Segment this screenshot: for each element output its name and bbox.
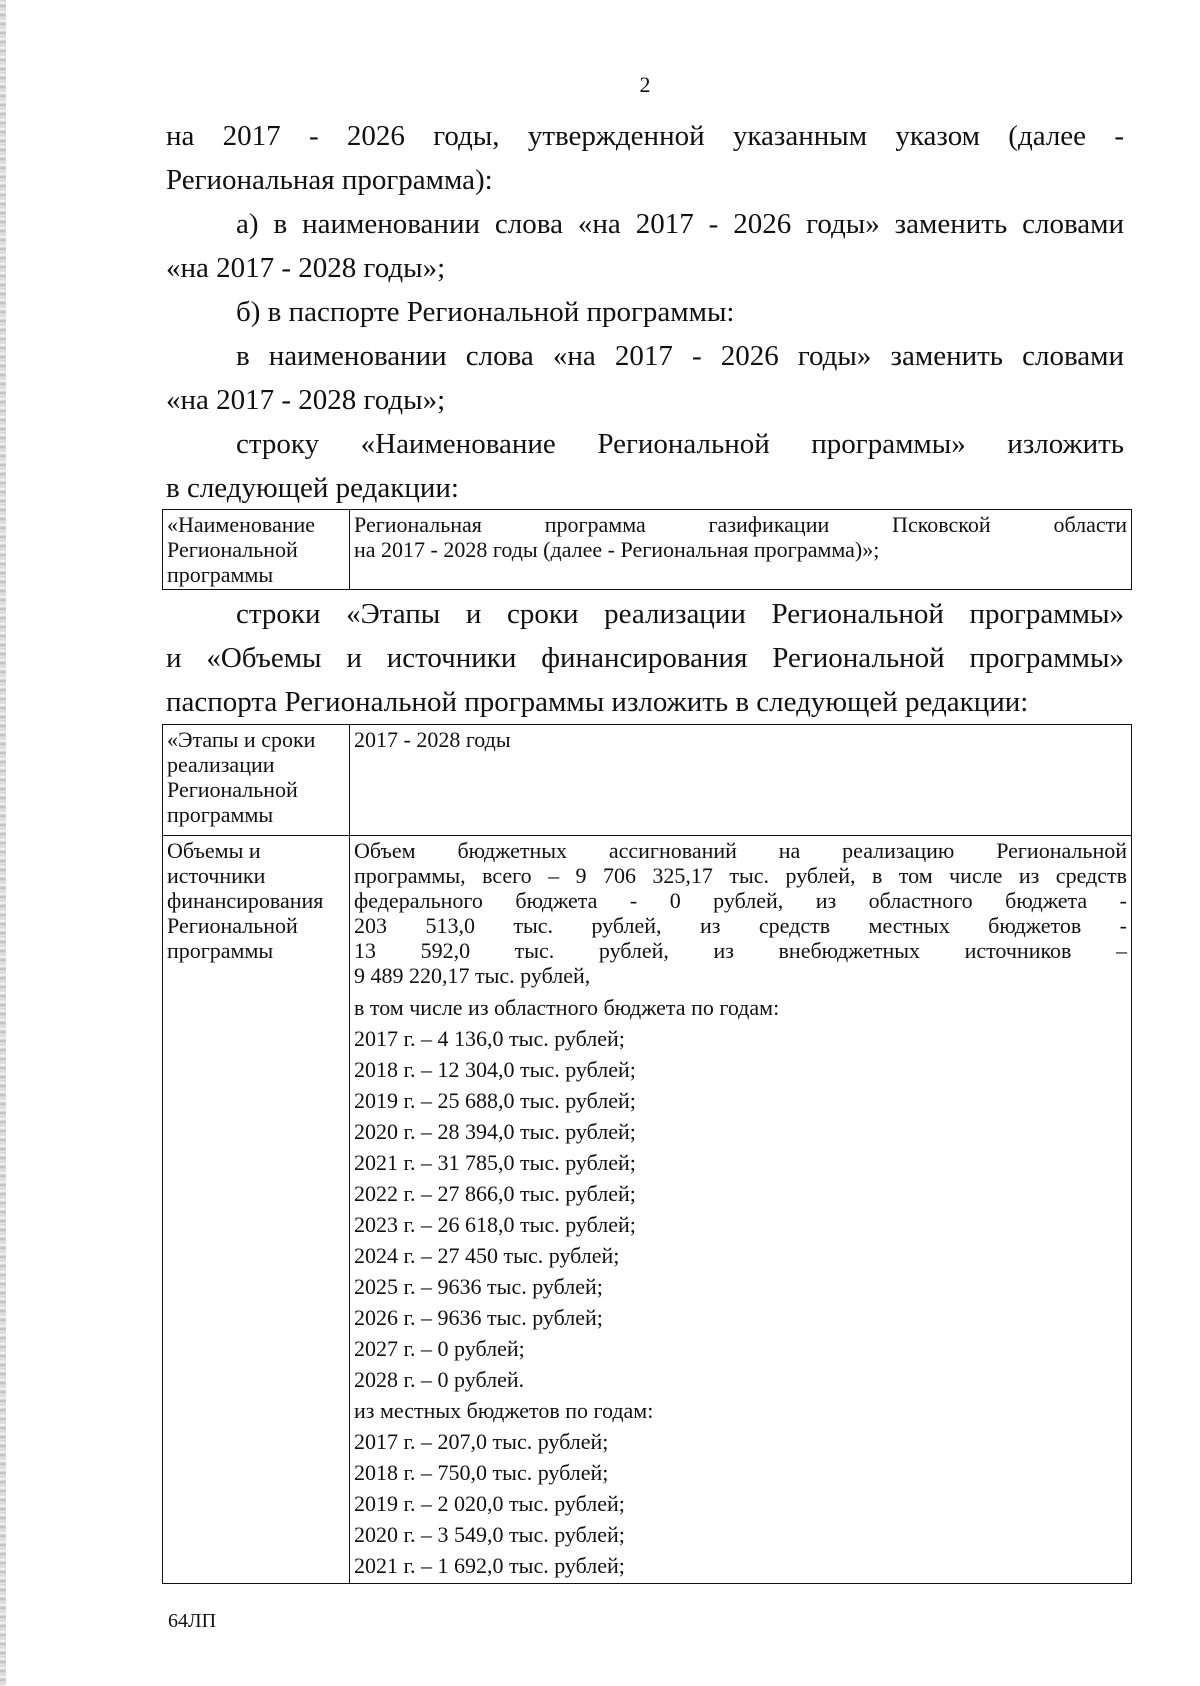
scan-edge: [0, 0, 6, 1686]
funding-line: федерального бюджета - 0 рублей, из областного бюджета -: [354, 888, 1127, 913]
regional-year-line: 2022 г. – 27 866,0 тыс. рублей;: [354, 1181, 636, 1206]
rows-intro-line-3: паспорта Региональной программы изложить в следующей редакции:: [166, 686, 1029, 718]
name-value-line-2: на 2017 - 2028 годы (далее - Региональная программа)»;: [354, 537, 880, 562]
name-value-line-1: Региональная программа газификации Псковской области: [354, 512, 1127, 537]
rows-intro-paragraph: [166, 592, 1124, 724]
rows-intro-line-2: и «Объемы и источники финансирования Региональной программы»: [166, 642, 1124, 674]
stages-funding-table: [162, 724, 1132, 1584]
local-year-line: 2019 г. – 2 020,0 тыс. рублей;: [354, 1491, 625, 1516]
funding-line: 13 592,0 тыс. рублей, из внебюджетных источников –: [354, 938, 1127, 963]
intro-line-1: на 2017 - 2026 годы, утвержденной указанным указом (далее -: [166, 120, 1124, 152]
regional-heading: в том числе из областного бюджета по годам:: [354, 995, 780, 1020]
table-row: [163, 836, 1132, 1584]
funding-line: 9 489 220,17 тыс. рублей,: [354, 963, 591, 988]
funding-value-cell: [350, 836, 1132, 1584]
name-value-cell: [350, 510, 1132, 590]
funding-line: 203 513,0 тыс. рублей, из средств местных бюджетов -: [354, 913, 1127, 938]
row-name-intro-line-1: строку «Наименование Региональной программы» изложить: [236, 428, 1124, 460]
table-row: [163, 510, 1132, 590]
regional-year-line: 2017 г. – 4 136,0 тыс. рублей;: [354, 1026, 625, 1051]
local-year-line: 2018 г. – 750,0 тыс. рублей;: [354, 1460, 609, 1485]
item-b: б) в паспорте Региональной программы:: [236, 296, 735, 328]
funding-label-cell: Объемы и источники финансирования Региональной программы: [163, 836, 350, 1584]
regional-year-line: 2026 г. – 9636 тыс. рублей;: [354, 1305, 603, 1330]
row-name-intro-line-2: в следующей редакции:: [166, 472, 459, 504]
name-table: [162, 509, 1132, 590]
page-number: 2: [639, 72, 651, 97]
local-heading: из местных бюджетов по годам:: [354, 1398, 654, 1423]
regional-year-line: 2019 г. – 25 688,0 тыс. рублей;: [354, 1088, 636, 1113]
local-year-line: 2021 г. – 1 692,0 тыс. рублей;: [354, 1553, 625, 1578]
funding-line: программы, всего – 9 706 325,17 тыс. рублей, в том числе из средств: [354, 863, 1127, 888]
regional-year-line: 2024 г. – 27 450 тыс. рублей;: [354, 1243, 620, 1268]
local-year-line: 2020 г. – 3 549,0 тыс. рублей;: [354, 1522, 625, 1547]
rename-line-1: в наименовании слова «на 2017 - 2026 годы» заменить словами: [236, 340, 1124, 372]
regional-year-line: 2028 г. – 0 рублей.: [354, 1367, 525, 1392]
item-a-line-2: «на 2017 - 2028 годы»;: [166, 252, 446, 284]
local-year-line: 2017 г. – 207,0 тыс. рублей;: [354, 1429, 609, 1454]
regional-year-line: 2021 г. – 31 785,0 тыс. рублей;: [354, 1150, 636, 1175]
item-a-line-1: а) в наименовании слова «на 2017 - 2026 годы» заменить словами: [236, 208, 1124, 240]
table-row: [163, 725, 1132, 836]
rows-intro-line-1: строки «Этапы и сроки реализации Региональной программы»: [236, 598, 1124, 630]
footer-code: 64ЛП: [168, 1610, 217, 1632]
funding-line: Объем бюджетных ассигнований на реализацию Региональной: [354, 838, 1127, 863]
regional-year-line: 2020 г. – 28 394,0 тыс. рублей;: [354, 1119, 636, 1144]
intro-paragraph: [166, 114, 1124, 510]
regional-year-line: 2023 г. – 26 618,0 тыс. рублей;: [354, 1212, 636, 1237]
stages-value-cell: 2017 - 2028 годы: [350, 725, 1132, 836]
rename-line-2: «на 2017 - 2028 годы»;: [166, 384, 446, 416]
intro-line-2: Региональная программа):: [166, 164, 493, 196]
stages-label-cell: «Этапы и сроки реализации Региональной программы: [163, 725, 350, 836]
regional-year-line: 2018 г. – 12 304,0 тыс. рублей;: [354, 1057, 636, 1082]
regional-year-line: 2027 г. – 0 рублей;: [354, 1336, 525, 1361]
regional-year-line: 2025 г. – 9636 тыс. рублей;: [354, 1274, 603, 1299]
name-label-cell: «Наименование Региональной программы: [163, 510, 350, 590]
